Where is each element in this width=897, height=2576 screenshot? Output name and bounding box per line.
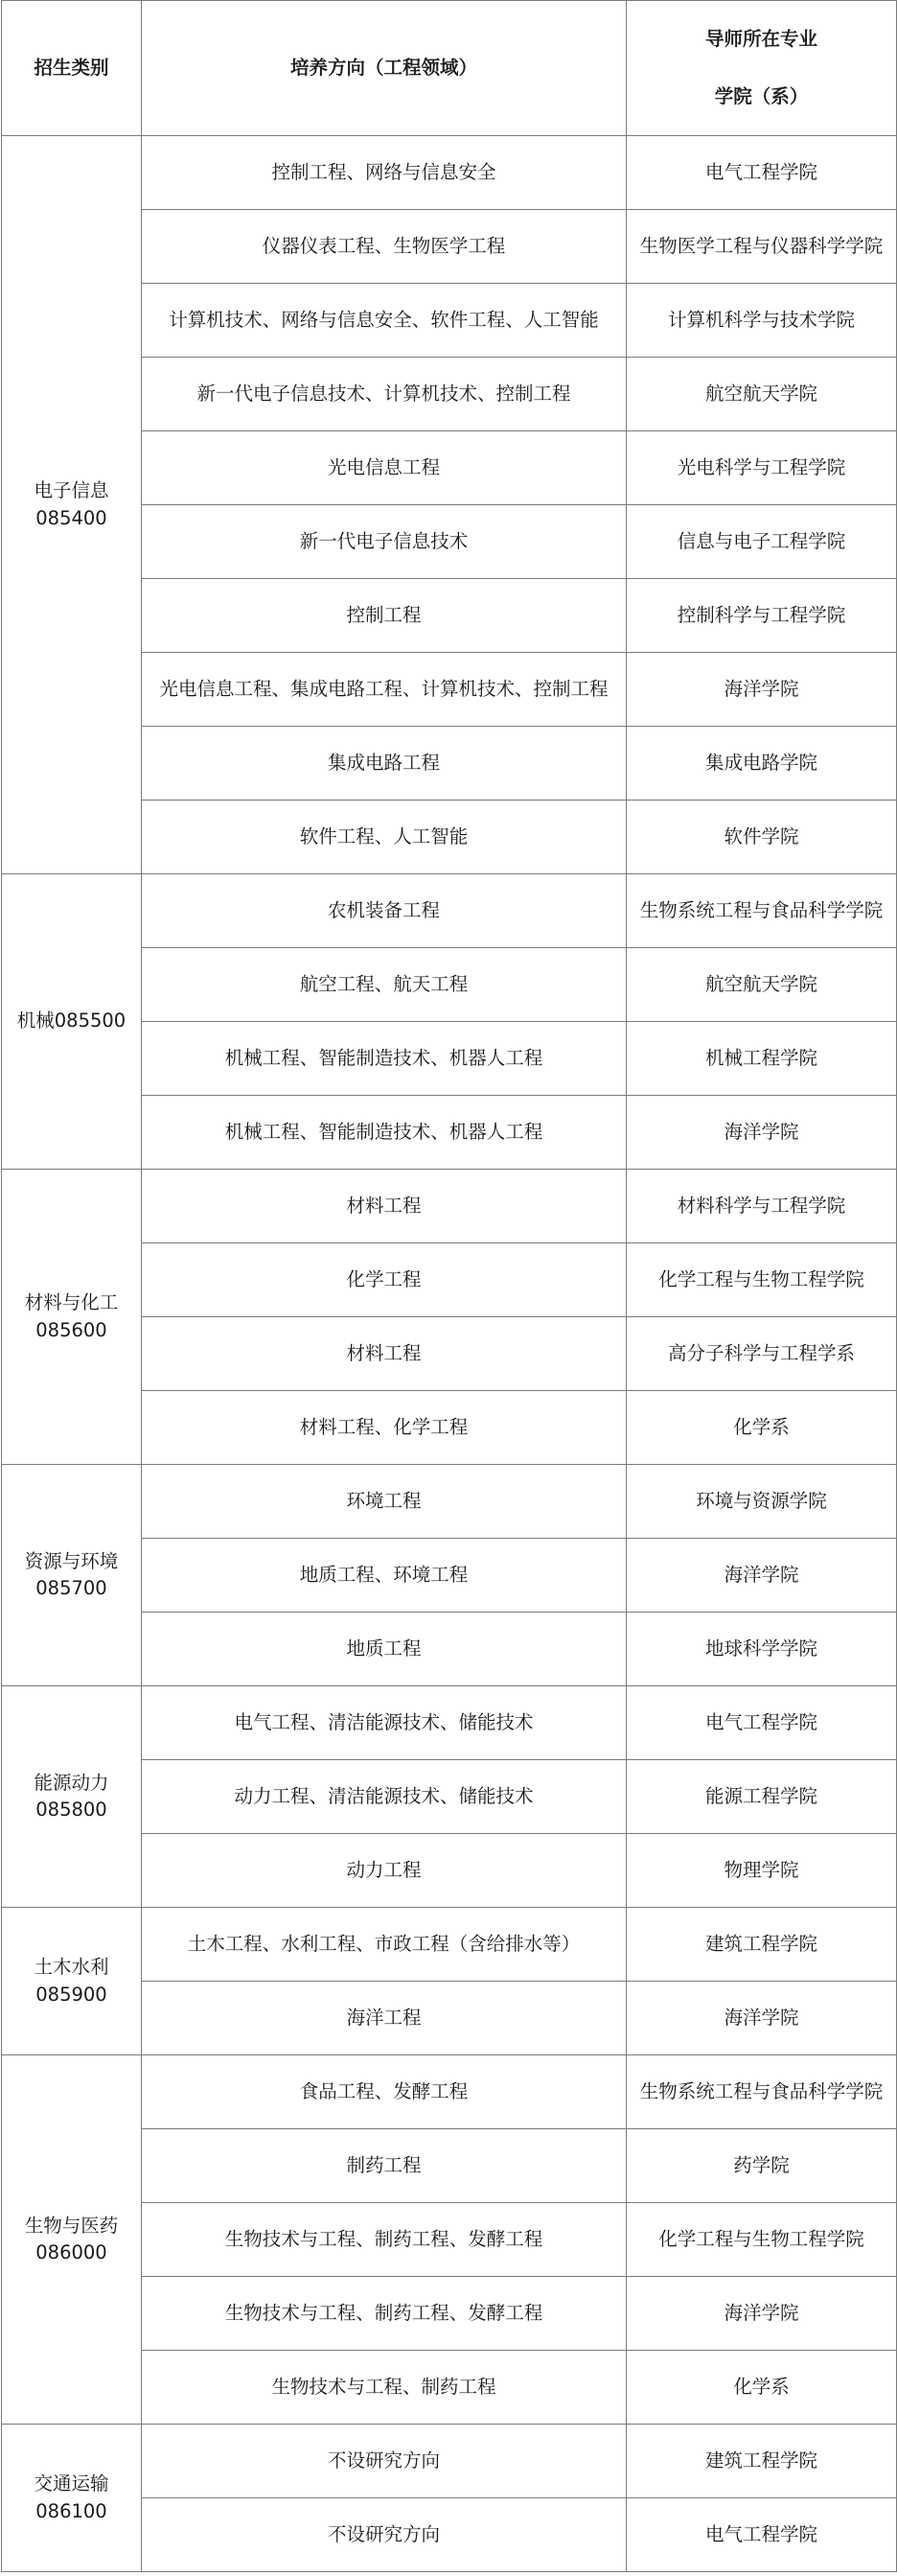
direction-cell: 集成电路工程 [142, 727, 627, 801]
school-cell: 化学工程与生物工程学院 [627, 2203, 897, 2277]
school-cell: 药学院 [627, 2129, 897, 2203]
category-cell [2, 874, 142, 1170]
direction-cell: 新一代电子信息技术、计算机技术、控制工程 [142, 358, 627, 431]
category-code: 085600 [35, 1318, 107, 1341]
school-cell: 化学系 [627, 1391, 897, 1465]
direction-cell: 软件工程、人工智能 [142, 801, 627, 874]
direction-cell: 食品工程、发酵工程 [142, 2055, 627, 2129]
table-row [2, 874, 897, 948]
category-name: 土木水利 [34, 1956, 109, 1979]
direction-cell: 土木工程、水利工程、市政工程（含给排水等） [142, 1908, 627, 1982]
school-cell: 海洋学院 [627, 653, 897, 727]
school-cell: 机械工程学院 [627, 1022, 897, 1096]
category-code: 085900 [35, 1983, 107, 2006]
direction-cell: 控制工程 [142, 579, 627, 653]
direction-cell: 航空工程、航天工程 [142, 948, 627, 1022]
category-name: 资源与环境 [24, 1549, 119, 1572]
school-cell: 控制科学与工程学院 [627, 579, 897, 653]
school-cell: 化学系 [627, 2351, 897, 2425]
school-cell: 电气工程学院 [627, 2498, 897, 2572]
direction-cell: 制药工程 [142, 2129, 627, 2203]
direction-cell: 电气工程、清洁能源技术、储能技术 [142, 1686, 627, 1760]
category-name: 能源动力 [34, 1771, 109, 1794]
school-cell: 高分子科学与工程学系 [627, 1317, 897, 1391]
category-cell [2, 136, 142, 874]
direction-cell: 控制工程、网络与信息安全 [142, 136, 627, 210]
category-cell [2, 2055, 142, 2425]
direction-cell: 材料工程 [142, 1170, 627, 1243]
category-cell [2, 2425, 142, 2572]
category-code: 085400 [35, 506, 107, 529]
school-cell: 海洋学院 [627, 2277, 897, 2351]
direction-cell: 新一代电子信息技术 [142, 505, 627, 579]
direction-cell: 计算机技术、网络与信息安全、软件工程、人工智能 [142, 284, 627, 358]
direction-cell: 生物技术与工程、制药工程 [142, 2351, 627, 2425]
table-row [2, 2055, 897, 2129]
school-cell: 航空航天学院 [627, 948, 897, 1022]
direction-cell: 机械工程、智能制造技术、机器人工程 [142, 1022, 627, 1096]
table-row [2, 1465, 897, 1539]
direction-cell: 动力工程、清洁能源技术、储能技术 [142, 1760, 627, 1834]
direction-cell: 地质工程 [142, 1613, 627, 1686]
category-code: 086100 [35, 2499, 107, 2522]
school-cell: 物理学院 [627, 1834, 897, 1908]
category-code: 085800 [35, 1799, 107, 1821]
school-cell: 海洋学院 [627, 1982, 897, 2055]
enrollment-table [1, 0, 897, 2572]
table-header-row [2, 1, 897, 136]
category-code: 085700 [35, 1577, 107, 1599]
category-cell [2, 1908, 142, 2055]
table-row [2, 1908, 897, 1982]
table-row [2, 136, 897, 210]
category-cell [2, 1465, 142, 1686]
category-cell [2, 1686, 142, 1908]
direction-cell: 农机装备工程 [142, 874, 627, 948]
direction-cell: 海洋工程 [142, 1982, 627, 2055]
direction-cell: 不设研究方向 [142, 2498, 627, 2572]
school-cell: 生物系统工程与食品科学学院 [627, 874, 897, 948]
school-cell: 信息与电子工程学院 [627, 505, 897, 579]
category-name: 电子信息 [34, 479, 109, 502]
table-row [2, 1686, 897, 1760]
school-cell: 电气工程学院 [627, 136, 897, 210]
header-school-line2: 学院（系） [714, 85, 809, 107]
school-cell: 地球科学学院 [627, 1613, 897, 1686]
school-cell: 生物医学工程与仪器科学学院 [627, 210, 897, 284]
direction-cell: 生物技术与工程、制药工程、发酵工程 [142, 2203, 627, 2277]
category-name: 材料与化工 [24, 1291, 119, 1314]
direction-cell: 动力工程 [142, 1834, 627, 1908]
school-cell: 光电科学与工程学院 [627, 431, 897, 505]
school-cell: 航空航天学院 [627, 358, 897, 431]
table-row [2, 2425, 897, 2498]
school-cell: 环境与资源学院 [627, 1465, 897, 1539]
school-cell: 材料科学与工程学院 [627, 1170, 897, 1243]
direction-cell: 材料工程、化学工程 [142, 1391, 627, 1465]
school-cell: 海洋学院 [627, 1539, 897, 1613]
direction-cell: 生物技术与工程、制药工程、发酵工程 [142, 2277, 627, 2351]
school-cell: 建筑工程学院 [627, 1908, 897, 1982]
direction-cell: 地质工程、环境工程 [142, 1539, 627, 1613]
direction-cell: 环境工程 [142, 1465, 627, 1539]
school-cell: 电气工程学院 [627, 1686, 897, 1760]
direction-cell: 仪器仪表工程、生物医学工程 [142, 210, 627, 284]
school-cell: 集成电路学院 [627, 727, 897, 801]
school-cell: 建筑工程学院 [627, 2425, 897, 2498]
header-school [627, 1, 897, 136]
school-cell: 能源工程学院 [627, 1760, 897, 1834]
category-name: 生物与医药 [24, 2214, 119, 2237]
category-name: 交通运输 [34, 2472, 109, 2495]
category-code: 086000 [35, 2241, 107, 2263]
direction-cell: 光电信息工程 [142, 431, 627, 505]
direction-cell: 不设研究方向 [142, 2425, 627, 2498]
direction-cell: 机械工程、智能制造技术、机器人工程 [142, 1096, 627, 1170]
header-direction: 培养方向（工程领域） [142, 1, 627, 136]
school-cell: 计算机科学与技术学院 [627, 284, 897, 358]
school-cell: 化学工程与生物工程学院 [627, 1243, 897, 1317]
school-cell: 软件学院 [627, 801, 897, 874]
school-cell: 生物系统工程与食品科学学院 [627, 2055, 897, 2129]
school-cell: 海洋学院 [627, 1096, 897, 1170]
direction-cell: 光电信息工程、集成电路工程、计算机技术、控制工程 [142, 653, 627, 727]
header-category: 招生类别 [2, 1, 142, 136]
category-name: 机械085500 [16, 1010, 126, 1033]
table-body [2, 136, 897, 2572]
category-cell [2, 1170, 142, 1465]
table-row [2, 1170, 897, 1243]
header-school-line1: 导师所在专业 [704, 27, 817, 50]
direction-cell: 化学工程 [142, 1243, 627, 1317]
direction-cell: 材料工程 [142, 1317, 627, 1391]
